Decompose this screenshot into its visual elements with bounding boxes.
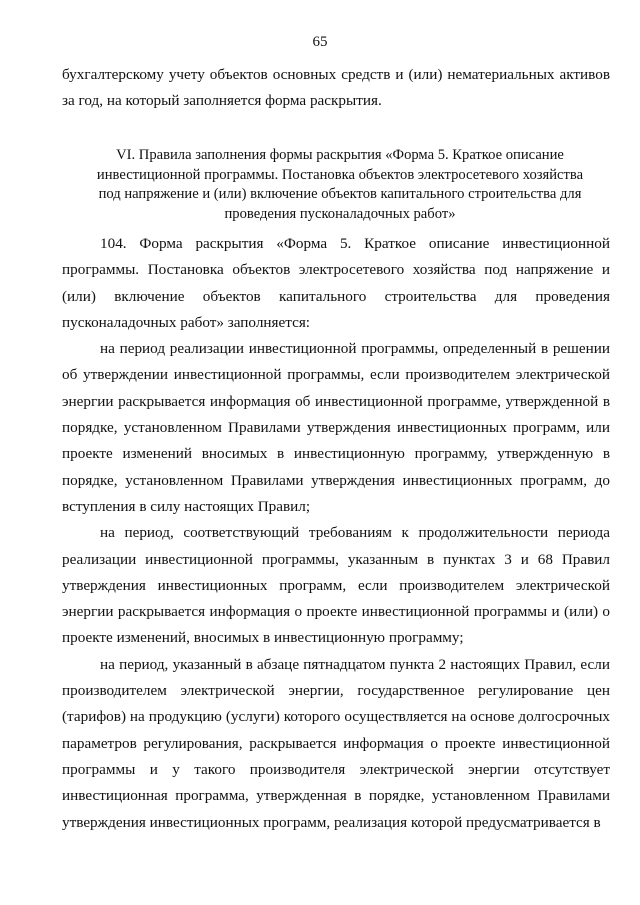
page-number: 65	[312, 34, 328, 50]
paragraph-period-implementation: на период реализации инвестиционной программы, определенный в решении об утверждении инвестиционной программы, если производителем электрической энергии раскрывается информация об инвестиционной программе, утвержденной в порядке, установленном Правилами утверждения инвестиционных программ, или проекте изменений вносимых в инвестиционную программу, утвержденную в порядке, установленном Правилами утверждения инвестиционных программ, до вступления в силу настоящих Правил;	[62, 340, 610, 515]
intro-paragraph: бухгалтерскому учету объектов основных средств и (или) нематериальных активов за год, на который заполняется форма раскрытия.	[62, 66, 610, 110]
paragraph-period-abzac: на период, указанный в абзаце пятнадцатом пункта 2 настоящих Правил, если производителем электрической энергии, государственное регулирование цен (тарифов) на продукцию (услуги) которого осуществляется на основе долгосрочных параметров регулирования, раскрывается информация о проекте инвестиционной программы и у такого производителя электрической энергии отсутствует инвестиционная программа, утвержденная в порядке, установленном Правилами утверждения инвестиционных программ, реализация которой предусматривается в	[62, 655, 610, 831]
section-heading: VI. Правила заполнения формы раскрытия «Форма 5. Краткое описание инвестиционной программы. Постановка объектов электросетевого хозяйства под напряжение и (или) включение объектов капитального строительства для проведения пусконаладочных работ»	[96, 147, 584, 222]
section-body	[62, 231, 610, 836]
paragraph-period-requirements: на период, соответствующий требованиям к продолжительности периода реализации инвестиционной программы, указанным в пунктах 3 и 68 Правил утверждения инвестиционных программ, если производителем электрической энергии раскрывается информация о проекте инвестиционной программы и (или) о проекте изменений, вносимых в инвестиционную программу;	[62, 524, 610, 647]
paragraph-104: 104. Форма раскрытия «Форма 5. Краткое описание инвестиционной программы. Постановка объектов электросетевого хозяйства под напряжение и (или) включение объектов капитального строительства для проведения пусконаладочных работ» заполняется:	[62, 235, 610, 331]
